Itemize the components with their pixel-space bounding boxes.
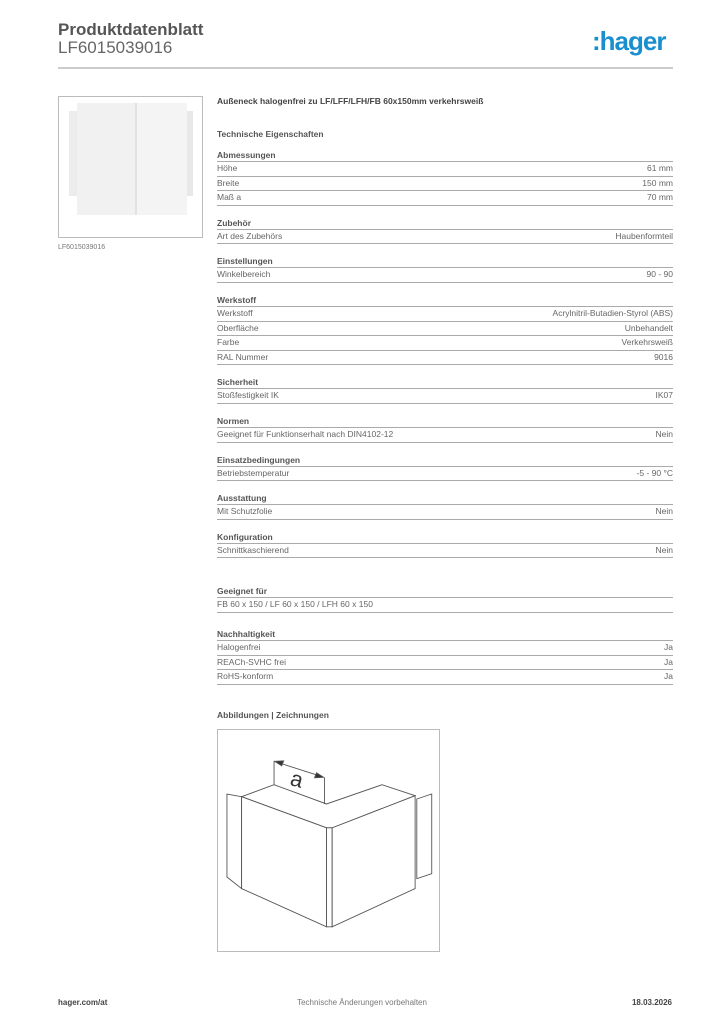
section-subtitle: Technische Eigenschaften	[217, 129, 324, 139]
spec-value: Ja	[664, 671, 673, 682]
spec-sections	[217, 148, 673, 685]
spec-section	[217, 148, 673, 206]
drawings-title: Abbildungen | Zeichnungen	[217, 710, 329, 720]
section-heading: Einstellungen	[217, 254, 673, 268]
dimension-label: a	[287, 765, 307, 793]
hager-logo: :hager	[592, 26, 666, 56]
section-heading: Normen	[217, 414, 673, 428]
spec-label: Höhe	[217, 163, 238, 173]
spec-row	[217, 544, 673, 559]
spec-section	[217, 216, 673, 245]
product-photo	[58, 96, 203, 238]
footer-notice: Technische Änderungen vorbehalten	[297, 998, 427, 1007]
footer-website[interactable]: hager.com/at	[58, 998, 108, 1007]
spec-value: Verkehrsweiß	[621, 337, 673, 348]
spec-label: FB 60 x 150 / LF 60 x 150 / LFH 60 x 150	[217, 599, 373, 610]
spec-value: 70 mm	[647, 192, 673, 203]
spec-value: 90 - 90	[646, 269, 673, 280]
section-heading: Konfiguration	[217, 530, 673, 544]
spec-section	[217, 584, 673, 613]
spec-section	[217, 375, 673, 404]
photo-caption: LF6015039016	[58, 244, 106, 251]
spec-label: Halogenfrei	[217, 641, 261, 652]
spec-label: Breite	[217, 177, 240, 188]
spec-label: Stoßfestigkeit IK	[217, 390, 279, 401]
spec-row	[217, 670, 673, 685]
spec-label: Betriebstemperatur	[217, 467, 290, 478]
spec-label: Schnittkaschierend	[217, 544, 289, 555]
spec-section	[217, 530, 673, 559]
spec-label: Art des Zubehörs	[217, 230, 283, 241]
technical-drawing	[217, 729, 440, 952]
spec-row	[217, 177, 673, 192]
spec-label: Werkstoff	[217, 307, 253, 318]
spec-row	[217, 598, 673, 613]
spec-value: Haubenformteil	[615, 230, 673, 241]
spec-section	[217, 293, 673, 365]
spec-section	[217, 254, 673, 283]
spec-section	[217, 453, 673, 482]
spec-label: Winkelbereich	[217, 269, 271, 280]
spec-label: Geeignet für Funktionserhalt nach DIN4102-12	[217, 428, 394, 439]
spec-label: REACh-SVHC frei	[217, 656, 286, 667]
spec-row	[217, 307, 673, 322]
spec-row	[217, 428, 673, 443]
spec-value: IK07	[655, 390, 673, 401]
section-heading: Geeignet für	[217, 584, 673, 598]
spec-section	[217, 414, 673, 443]
section-heading: Einsatzbedingungen	[217, 453, 673, 467]
spec-value: Nein	[655, 428, 673, 439]
spec-section	[217, 627, 673, 685]
spec-label: RoHS-konform	[217, 671, 274, 682]
spec-row	[217, 389, 673, 404]
spec-row	[217, 641, 673, 656]
spec-row	[217, 268, 673, 283]
product-details	[217, 96, 673, 685]
section-heading: Werkstoff	[217, 293, 673, 307]
spec-row	[217, 351, 673, 366]
footer-date: 18.03.2026	[631, 998, 672, 1007]
section-heading: Nachhaltigkeit	[217, 627, 673, 641]
spec-section	[217, 491, 673, 520]
product-title: Außeneck halogenfrei zu LF/LFF/LFH/FB 60x150mm verkehrsweiß	[217, 96, 484, 106]
header-divider	[58, 67, 673, 69]
section-heading: Sicherheit	[217, 375, 673, 389]
spec-row	[217, 505, 673, 520]
spec-value: Nein	[655, 544, 673, 555]
spec-row	[217, 191, 673, 206]
spec-label: RAL Nummer	[217, 351, 269, 362]
spec-value: -5 - 90 °C	[636, 467, 673, 478]
spec-row	[217, 336, 673, 351]
section-heading: Abmessungen	[217, 148, 673, 162]
spec-value: Unbehandelt	[624, 322, 673, 333]
spec-row	[217, 230, 673, 245]
spec-row	[217, 162, 673, 177]
spec-label: Mit Schutzfolie	[217, 506, 273, 517]
page-title: Produktdatenblatt	[58, 20, 204, 39]
article-number: LF6015039016	[58, 38, 173, 57]
spec-value: Nein	[655, 506, 673, 517]
spec-value: 61 mm	[647, 163, 673, 173]
spec-label: Maß a	[217, 192, 242, 203]
spec-value: Ja	[664, 641, 673, 652]
section-heading: Ausstattung	[217, 491, 673, 505]
spec-value: Ja	[664, 656, 673, 667]
spec-value: Acrylnitril-Butadien-Styrol (ABS)	[552, 307, 673, 318]
spec-row	[217, 656, 673, 671]
spec-label: Farbe	[217, 337, 240, 348]
spec-value: 150 mm	[642, 177, 673, 188]
spec-label: Oberfläche	[217, 322, 259, 333]
section-heading: Zubehör	[217, 216, 673, 230]
spec-row	[217, 467, 673, 482]
spec-value: 9016	[654, 351, 673, 362]
spec-row	[217, 322, 673, 337]
